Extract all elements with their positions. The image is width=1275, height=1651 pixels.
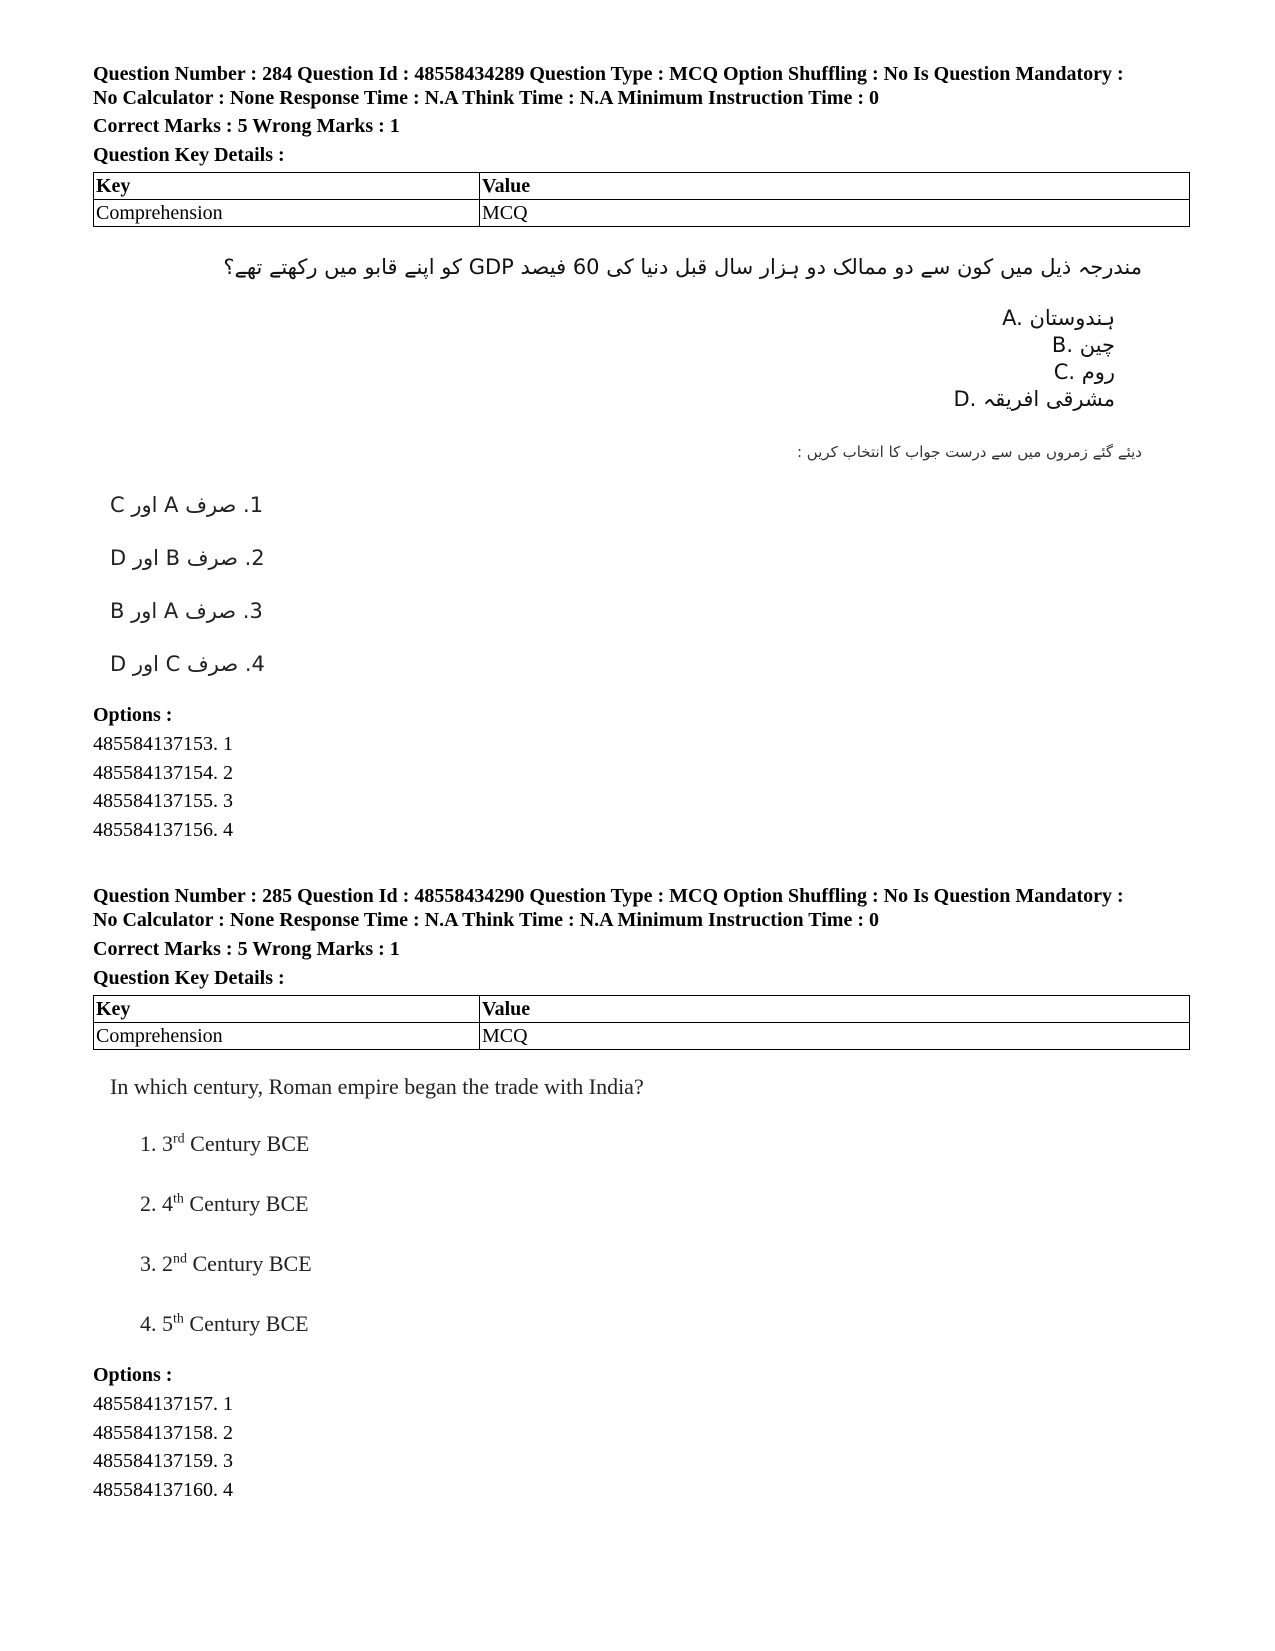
table-header-row — [94, 173, 1190, 200]
choice-4 — [140, 1311, 309, 1337]
choice-ordinal: rd — [173, 1131, 185, 1147]
option-line: 485584137154. 2 — [93, 762, 233, 784]
choice-number: 3. 2 — [140, 1251, 173, 1276]
table-header-value: Value — [480, 173, 1190, 200]
table-header-row — [94, 996, 1190, 1023]
choice-2: 2. صرف B اور D — [110, 546, 265, 570]
choice-text: Century BCE — [183, 1311, 309, 1336]
choice-1 — [140, 1131, 309, 1157]
option-line: 485584137159. 3 — [93, 1450, 233, 1472]
statement-c: C. روم — [1053, 360, 1115, 384]
key-details-table — [93, 172, 1190, 227]
options-label: Options : — [93, 704, 173, 726]
question-meta-line2: No Calculator : None Response Time : N.A Think Time : N.A Minimum Instruction Time : 0 — [93, 87, 879, 109]
statement-a: A. ہندوستان — [1002, 306, 1115, 330]
choice-1: 1. صرف A اور C — [110, 493, 264, 517]
table-cell-key: Comprehension — [94, 1023, 480, 1050]
choice-text: Century BCE — [184, 1131, 310, 1156]
question-meta-line1: Question Number : 284 Question Id : 48558434289 Question Type : MCQ Option Shuffling : No Is Question Mandatory : — [93, 63, 1124, 85]
choice-3 — [140, 1251, 312, 1277]
key-details-table — [93, 995, 1190, 1050]
statement-b: B. چین — [1051, 333, 1115, 357]
table-header-key: Key — [94, 996, 480, 1023]
table-cell-value: MCQ — [480, 1023, 1190, 1050]
options-label: Options : — [93, 1364, 173, 1386]
table-header-key: Key — [94, 173, 480, 200]
statement-d: D. مشرقی افریقہ — [953, 387, 1115, 411]
table-cell-key: Comprehension — [94, 200, 480, 227]
option-line: 485584137155. 3 — [93, 790, 233, 812]
table-row — [94, 200, 1190, 227]
question-text: In which century, Roman empire began the trade with India? — [110, 1074, 644, 1099]
table-cell-value: MCQ — [480, 200, 1190, 227]
choice-text: Century BCE — [183, 1191, 309, 1216]
question-text: مندرجہ ذیل میں کون سے دو ممالک دو ہزار سال قبل دنیا کی 60 فیصد GDP کو اپنے قابو میں رکھتے تھے؟ — [223, 255, 1142, 279]
marks-line: Correct Marks : 5 Wrong Marks : 1 — [93, 115, 400, 137]
table-header-value: Value — [480, 996, 1190, 1023]
choice-4: 4. صرف C اور D — [110, 652, 265, 676]
option-line: 485584137157. 1 — [93, 1393, 233, 1415]
option-line: 485584137156. 4 — [93, 819, 233, 841]
question-meta-line2: No Calculator : None Response Time : N.A Think Time : N.A Minimum Instruction Time : 0 — [93, 909, 879, 931]
key-details-label: Question Key Details : — [93, 144, 285, 166]
choice-ordinal: th — [173, 1191, 184, 1207]
choice-3: 3. صرف A اور B — [110, 599, 263, 623]
choice-number: 4. 5 — [140, 1311, 173, 1336]
option-line: 485584137160. 4 — [93, 1479, 233, 1501]
choice-ordinal: th — [173, 1311, 184, 1327]
instruction-text: دیئے گئے زمروں میں سے درست جواب کا انتخاب کریں : — [796, 443, 1142, 461]
choice-2 — [140, 1191, 309, 1217]
choice-number: 1. 3 — [140, 1131, 173, 1156]
option-line: 485584137158. 2 — [93, 1422, 233, 1444]
choice-number: 2. 4 — [140, 1191, 173, 1216]
option-line: 485584137153. 1 — [93, 733, 233, 755]
table-row — [94, 1023, 1190, 1050]
marks-line: Correct Marks : 5 Wrong Marks : 1 — [93, 938, 400, 960]
question-meta-line1: Question Number : 285 Question Id : 48558434290 Question Type : MCQ Option Shuffling : No Is Question Mandatory : — [93, 885, 1124, 907]
key-details-label: Question Key Details : — [93, 967, 285, 989]
choice-text: Century BCE — [187, 1251, 312, 1276]
choice-ordinal: nd — [173, 1251, 187, 1267]
